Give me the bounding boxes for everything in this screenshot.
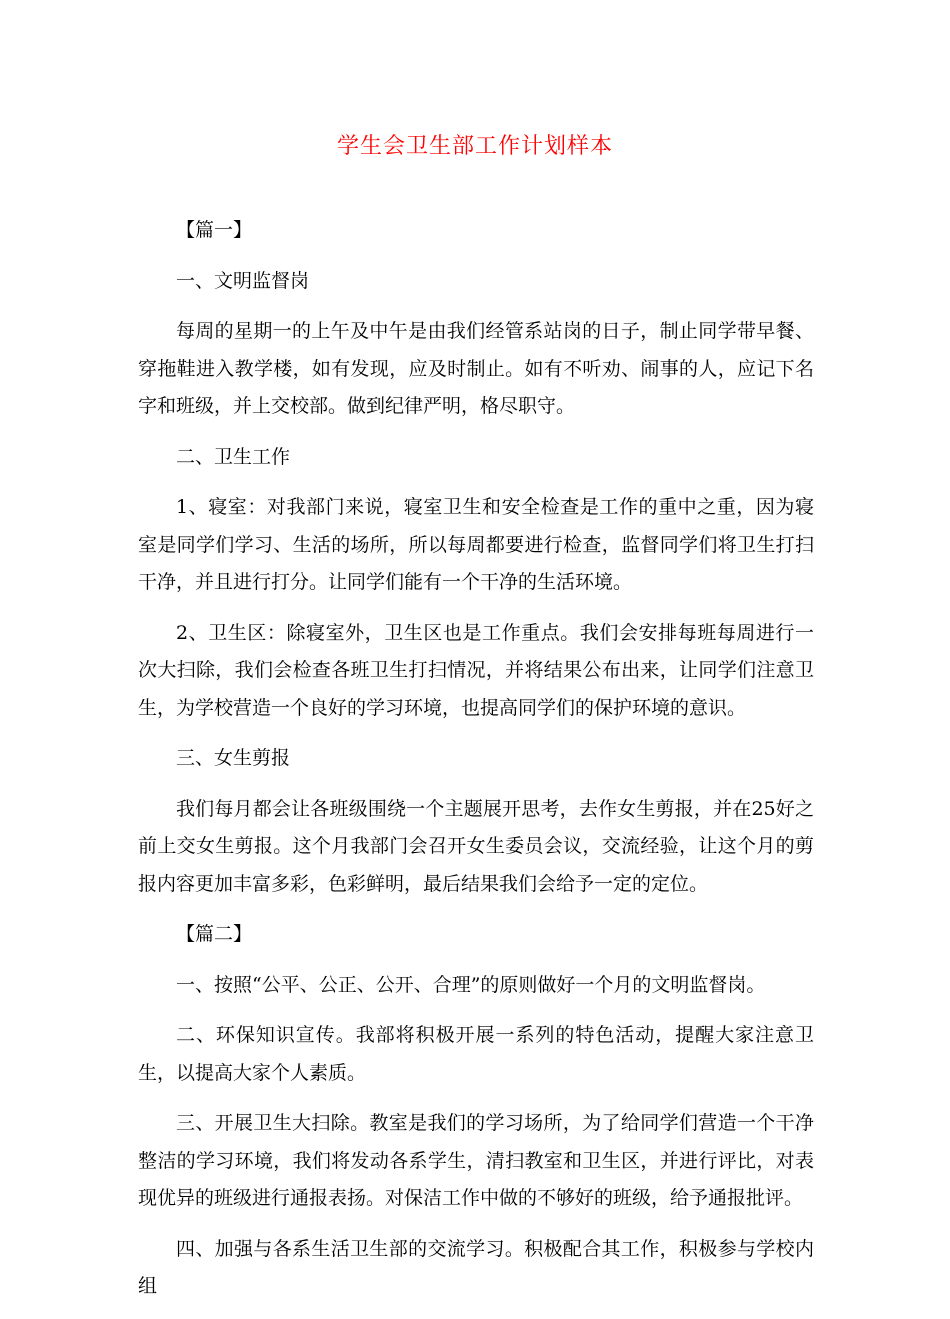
paragraph-hygiene-heading: 二、卫生工作 [176,445,291,468]
paragraph-plan-4: 四、加强与各系生活卫生部的交流学习。积极配合其工作，积极参与学校内组 [138,1237,814,1297]
paragraph-plan-3: 三、开展卫生大扫除。教室是我们的学习场所，为了给同学们营造一个干净整洁的学习环境，我们将发动各系学生，清扫教室和卫生区，并进行评比，对表现优异的班级进行通报表扬。对保洁工作中做的不够好的班级，给予通报批评。 [138,1112,814,1209]
paragraph-section-2-heading: 【篇二】 [176,923,253,945]
paragraph-hygiene-area: 2、卫生区：除寝室外，卫生区也是工作重点。我们会安排每班每周进行一次大扫除，我们会检查各班卫生打扫情况，并将结果公布出来，让同学们注意卫生，为学校营造一个良好的学习环境，也提高同学们的保护环境的意识。 [138,621,814,719]
paragraph-plan-1: 一、按照“公平、公正、公开、合理”的原则做好一个月的文明监督岗。 [176,973,766,996]
paragraph-plan-2: 二、环保知识宣传。我部将积极开展一系列的特色活动，提醒大家注意卫生，以提高大家个人素质。 [138,1024,814,1084]
paragraph-dormitory: 1、寝室：对我部门来说，寝室卫生和安全检查是工作的重中之重，因为寝室是同学们学习、生活的场所，所以每周都要进行检查，监督同学们将卫生打扫干净，并且进行打分。让同学们能有一个干净的生活环境。 [138,496,814,593]
paragraph-civility-body: 每周的星期一的上午及中午是由我们经管系站岗的日子，制止同学带早餐、穿拖鞋进入教学楼，如有发现，应及时制止。如有不听劝、闹事的人，应记下名字和班级，并上交校部。做到纪律严明，格尽职守。 [138,320,814,417]
document-body [138,212,814,1319]
document-title: 学生会卫生部工作计划样本 [336,134,613,159]
paragraph-civility-heading: 一、文明监督岗 [176,269,310,292]
paragraph-section-1-heading: 【篇一】 [176,219,253,241]
paragraph-clippings-heading: 三、女生剪报 [176,747,291,769]
paragraph-clippings-body: 我们每月都会让各班级围绕一个主题展开思考，去作女生剪报，并在25好之前上交女生剪报。这个月我部门会召开女生委员会议，交流经验，让这个月的剪报内容更加丰富多彩，色彩鲜明，最后结果我们会给予一定的定位。 [138,797,814,895]
